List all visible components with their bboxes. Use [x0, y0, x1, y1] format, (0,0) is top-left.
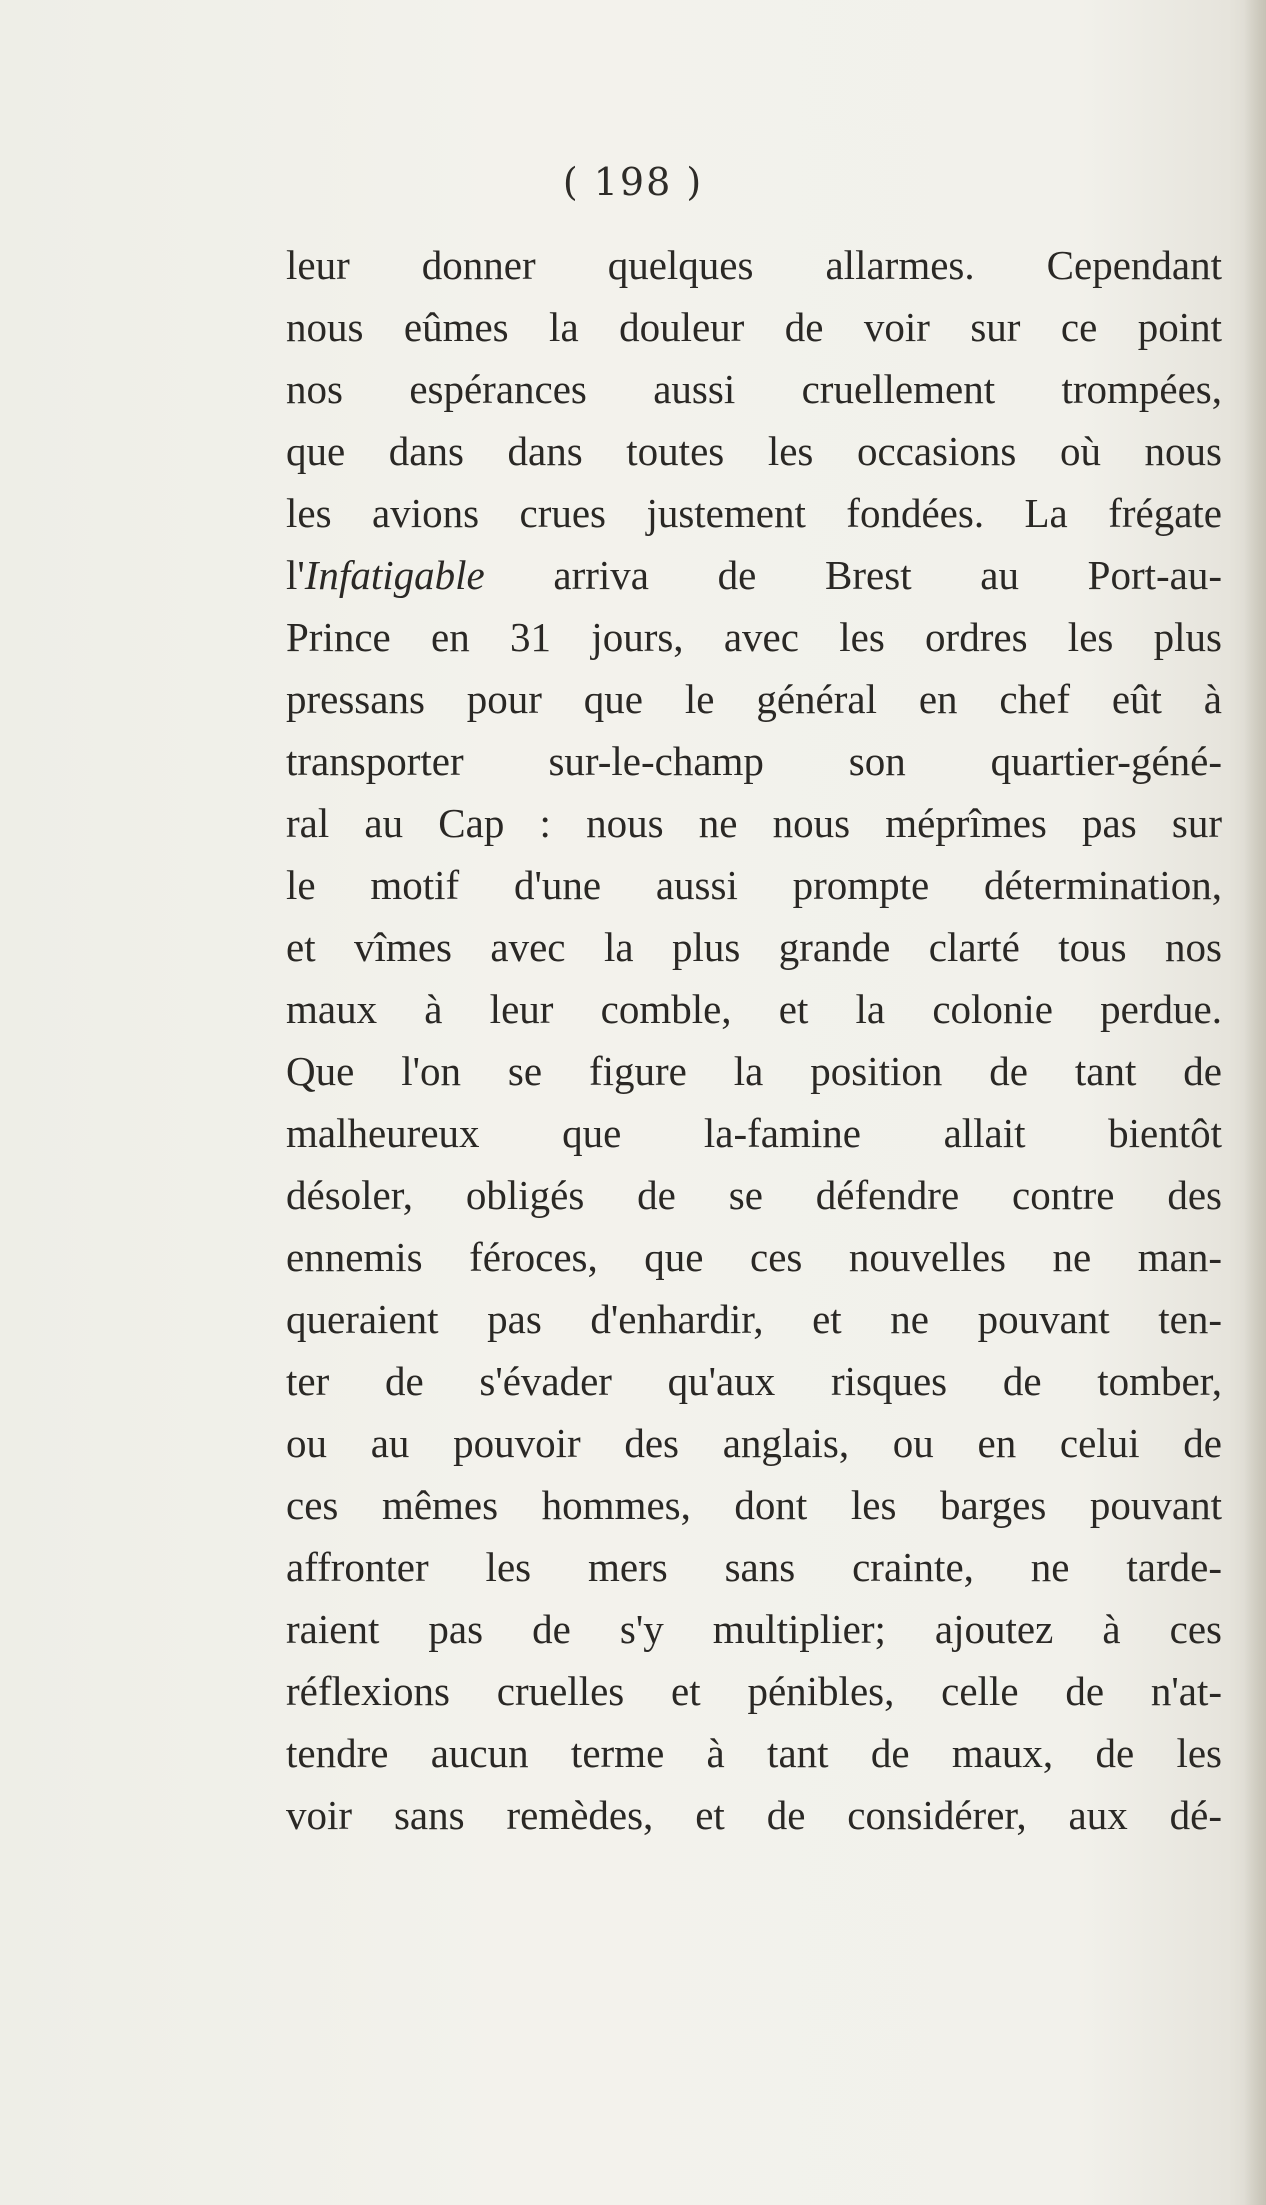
text-line: ou au pouvoir des anglais, ou en celui de: [286, 1420, 1222, 1466]
text-line: pressans pour que le général en chef eût à: [286, 676, 1222, 722]
text-line: désoler, obligés de se défendre contre des: [286, 1172, 1222, 1218]
text-prefix: l': [286, 552, 305, 598]
text-line: queraient pas d'enhardir, et ne pouvant ten-: [286, 1296, 1222, 1342]
text-line: réflexions cruelles et pénibles, celle de n'at-: [286, 1668, 1222, 1714]
text-line: tendre aucun terme à tant de maux, de les: [286, 1730, 1222, 1776]
text-line: ral au Cap : nous ne nous méprîmes pas sur: [286, 800, 1222, 846]
text-line: ces mêmes hommes, dont les barges pouvant: [286, 1482, 1222, 1528]
text-line: leur donner quelques allarmes. Cependant: [286, 242, 1222, 288]
text-line: voir sans remèdes, et de considérer, aux dé-: [286, 1792, 1222, 1838]
text-line: raient pas de s'y multiplier; ajoutez à ces: [286, 1606, 1222, 1652]
page-edge-shadow: [1244, 0, 1266, 2205]
ship-name-italic: Infatigable: [304, 552, 485, 598]
text-line: le motif d'une aussi prompte détermination,: [286, 862, 1222, 908]
text-line: les avions crues justement fondées. La frégate: [286, 490, 1222, 536]
text-line: et vîmes avec la plus grande clarté tous nos: [286, 924, 1222, 970]
page-number: ( 198 ): [562, 160, 704, 204]
text-line: malheureux que la-famine allait bientôt: [286, 1110, 1222, 1156]
text-line: ennemis féroces, que ces nouvelles ne man-: [286, 1234, 1222, 1280]
text-line: maux à leur comble, et la colonie perdue.: [286, 986, 1222, 1032]
body-text: [286, 234, 1222, 1846]
text-line: Que l'on se figure la position de tant de: [286, 1048, 1222, 1094]
text-line: transporter sur-le-champ son quartier-géné-: [286, 738, 1222, 784]
text-line: nos espérances aussi cruellement trompées,: [286, 366, 1222, 412]
text-line: nous eûmes la douleur de voir sur ce point: [286, 304, 1222, 350]
text-line: ter de s'évader qu'aux risques de tomber,: [286, 1358, 1222, 1404]
text-line-ship-name: [286, 544, 1222, 606]
text-line: affronter les mers sans crainte, ne tarde-: [286, 1544, 1222, 1590]
text-line: Prince en 31 jours, avec les ordres les plus: [286, 614, 1222, 660]
text-line: que dans dans toutes les occasions où nous: [286, 428, 1222, 474]
text-suffix: arriva de Brest au Port-au-: [484, 552, 1222, 598]
